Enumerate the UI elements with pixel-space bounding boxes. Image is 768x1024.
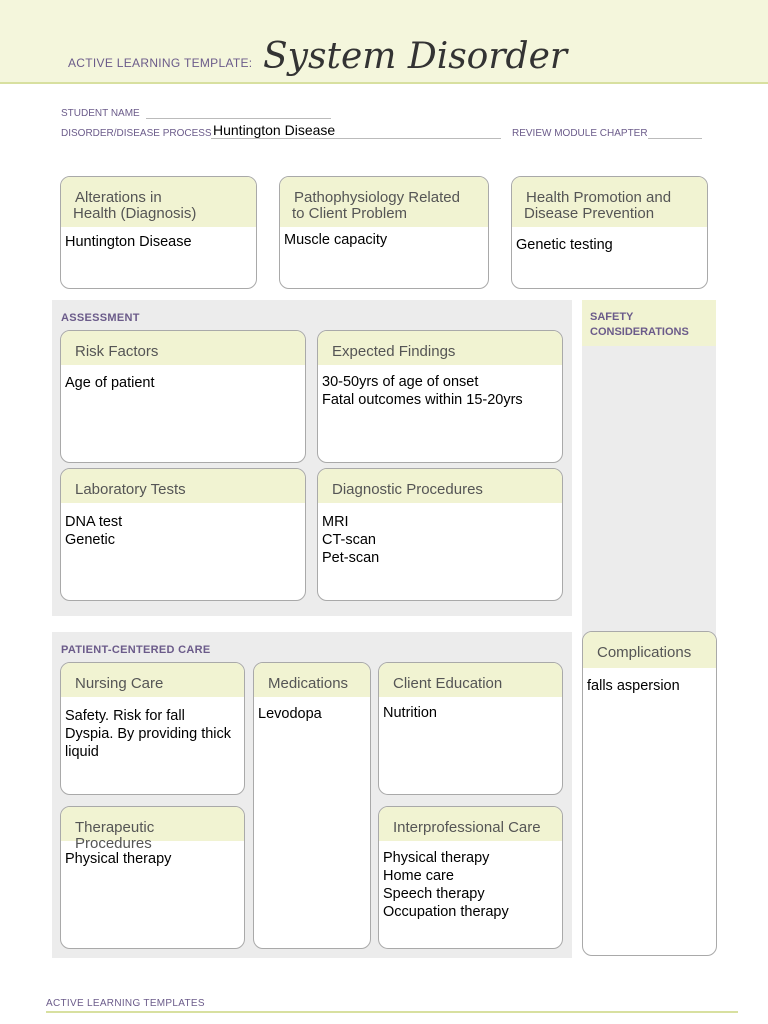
footer-divider [46, 1011, 738, 1013]
pathophysiology-card [279, 176, 489, 289]
student-name-field[interactable] [146, 118, 331, 119]
student-name-label: STUDENT NAME [61, 108, 140, 119]
review-chapter-label: REVIEW MODULE CHAPTER [512, 128, 648, 139]
client-education-card [378, 662, 563, 795]
disorder-value: Huntington Disease [213, 122, 336, 138]
diagnostic-procedures-title: Diagnostic Procedures [318, 469, 562, 503]
expected-findings-content[interactable]: 30-50yrs of age of onset Fatal outcomes within 15-20yrs [322, 374, 523, 408]
template-label: ACTIVE LEARNING TEMPLATE: [68, 56, 253, 70]
medications-title: Medications [254, 663, 370, 697]
client-education-title: Client Education [379, 663, 562, 697]
complications-card [582, 631, 717, 956]
laboratory-tests-title: Laboratory Tests [61, 469, 305, 503]
page-title: System Disorder [263, 36, 568, 77]
laboratory-tests-card [60, 468, 306, 601]
interprofessional-care-content[interactable]: Physical therapy Home care Speech therapy Occupation therapy [383, 850, 509, 920]
laboratory-tests-content[interactable]: DNA test Genetic [65, 514, 123, 548]
disorder-label: DISORDER/DISEASE PROCESS [61, 128, 212, 139]
risk-factors-card [60, 330, 306, 463]
health-promotion-card-title: Health Promotion and Disease Prevention [512, 177, 707, 227]
nursing-care-content[interactable]: Safety. Risk for fall Dyspia. By providing thick liquid [65, 708, 232, 760]
client-education-content[interactable]: Nutrition [383, 705, 437, 721]
pathophysiology-card-title: Pathophysiology Related to Client Problem [280, 177, 488, 227]
interprofessional-care-title: Interprofessional Care [379, 807, 562, 841]
diagnostic-procedures-content[interactable]: MRI CT-scan Pet-scan [322, 514, 380, 566]
medications-card [253, 662, 371, 949]
complications-title: Complications [583, 632, 716, 668]
risk-factors-content[interactable]: Age of patient [65, 375, 155, 391]
expected-findings-card [317, 330, 563, 463]
medications-content[interactable]: Levodopa [258, 706, 322, 722]
assessment-label: ASSESSMENT [61, 312, 140, 324]
therapeutic-procedures-card [60, 806, 245, 949]
patient-care-label: PATIENT-CENTERED CARE [61, 644, 211, 656]
safety-panel [582, 300, 716, 646]
interprofessional-care-card [378, 806, 563, 949]
therapeutic-procedures-content[interactable]: Physical therapy [65, 851, 172, 867]
diagnostic-procedures-card [317, 468, 563, 601]
disorder-field[interactable] [211, 138, 501, 139]
alterations-card-title: Alterations in Health (Diagnosis) [61, 177, 256, 227]
pathophysiology-card-content[interactable]: Muscle capacity [284, 232, 388, 248]
review-chapter-field[interactable] [648, 138, 702, 139]
health-promotion-card-content[interactable]: Genetic testing [516, 237, 613, 253]
expected-findings-title: Expected Findings [318, 331, 562, 365]
complications-content[interactable]: falls aspersion [587, 678, 680, 694]
footer-label: ACTIVE LEARNING TEMPLATES [46, 998, 205, 1009]
safety-considerations-label: SAFETY CONSIDERATIONS [582, 300, 716, 346]
nursing-care-title: Nursing Care [61, 663, 244, 697]
nursing-care-card [60, 662, 245, 795]
alterations-card [60, 176, 257, 289]
risk-factors-title: Risk Factors [61, 331, 305, 365]
therapeutic-procedures-title: Therapeutic Procedures [61, 807, 244, 841]
alterations-card-content[interactable]: Huntington Disease [65, 234, 192, 250]
health-promotion-card [511, 176, 708, 289]
